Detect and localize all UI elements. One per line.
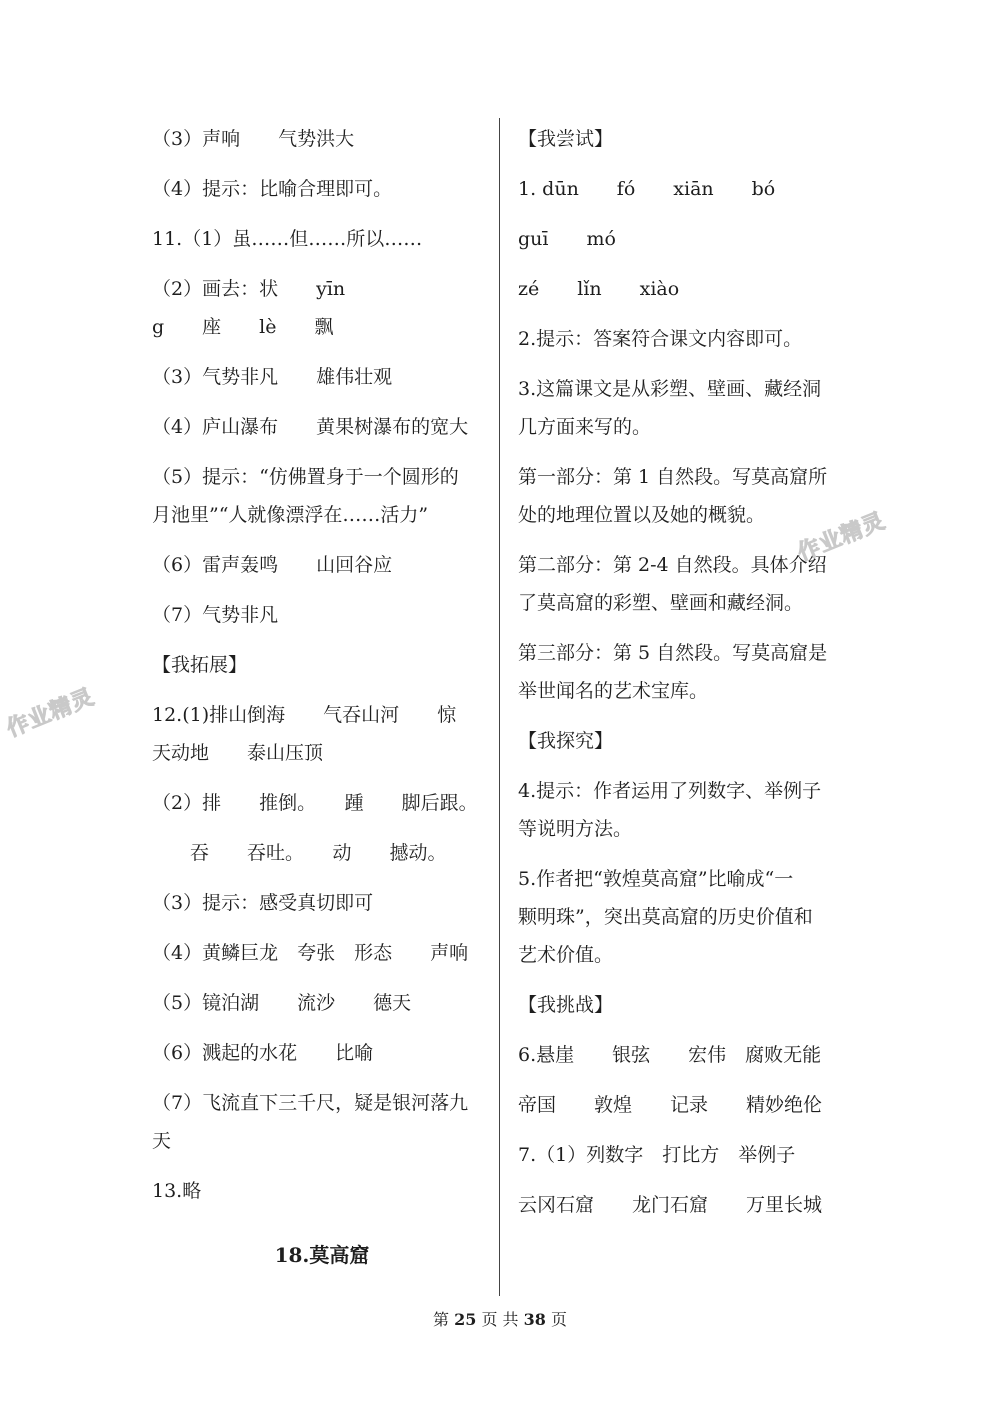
text-line: 等说明方法。 <box>518 818 633 840</box>
text-line: 云冈石窟 龙门石窟 万里长城 <box>518 1194 823 1216</box>
text-line: 第二部分：第 2-4 自然段。具体介绍 <box>518 554 827 576</box>
text-line: 1. dūn fó xiān bó <box>518 178 776 200</box>
line-gap <box>152 534 492 546</box>
footer-middle: 页 共 <box>481 1310 519 1329</box>
text-line: （3）气势非凡 雄伟壮观 <box>152 366 393 388</box>
line-gap <box>518 1124 848 1136</box>
text-line: （6）溅起的水花 比喻 <box>152 1042 374 1064</box>
line-gap <box>518 1074 848 1086</box>
text-line: （6）雷声轰鸣 山回谷应 <box>152 554 393 576</box>
line-gap <box>152 208 492 220</box>
text-line: （7）飞流直下三千尺，疑是银河落九 <box>152 1092 469 1114</box>
text-line: 第三部分：第 5 自然段。写莫高窟是 <box>518 642 828 664</box>
text-line: 6.悬崖 银弦 宏伟 腐败无能 <box>518 1044 822 1066</box>
line-gap <box>518 710 848 722</box>
text-line: 13.略 <box>152 1180 202 1202</box>
line-gap <box>152 1072 492 1084</box>
line-gap <box>518 158 848 170</box>
text-line: （5）镜泊湖 流沙 德天 <box>152 992 412 1014</box>
line-gap <box>518 208 848 220</box>
text-line: 7.（1）列数字 打比方 举例子 <box>518 1144 796 1166</box>
line-gap <box>152 922 492 934</box>
text-line: 【我探究】 <box>518 730 614 752</box>
text-line: 帝国 敦煌 记录 精妙绝伦 <box>518 1094 823 1116</box>
text-line: 天 <box>152 1130 172 1152</box>
text-line: 处的地理位置以及她的概貌。 <box>518 504 766 526</box>
line-gap <box>152 684 492 696</box>
text-line: 举世闻名的艺术宝库。 <box>518 680 709 702</box>
footer-prefix: 第 <box>432 1310 449 1329</box>
line-gap <box>518 760 848 772</box>
text-line: 了莫高窟的彩塑、壁画和藏经洞。 <box>518 592 804 614</box>
line-gap <box>152 396 492 408</box>
line-gap <box>518 446 848 458</box>
text-line: 月池里”“人就像漂浮在……活力” <box>152 504 429 526</box>
text-line: 几方面来写的。 <box>518 416 652 438</box>
footer-suffix: 页 <box>551 1310 568 1329</box>
text-line: guī mó <box>518 228 616 250</box>
line-gap <box>152 1022 492 1034</box>
text-line: 11.（1）虽……但……所以…… <box>152 228 423 250</box>
line-gap <box>152 872 492 884</box>
line-gap <box>152 346 492 358</box>
text-line: zé lǐn xiào <box>518 278 680 300</box>
watermark: 作业精灵 <box>794 508 890 567</box>
text-line: （7）气势非凡 <box>152 604 279 626</box>
text-line: 3.这篇课文是从彩塑、壁画、藏经洞 <box>518 378 822 400</box>
text-line: （4）黄鳞巨龙 夸张 形态 声响 <box>152 942 469 964</box>
line-gap <box>518 308 848 320</box>
footer-current-page: 25 <box>454 1310 477 1329</box>
text-line: （3）提示：感受真切即可 <box>152 892 374 914</box>
text-line: （2）画去：状 yīn <box>152 278 346 300</box>
left-column <box>152 120 492 1210</box>
watermark: 作业精灵 <box>3 684 99 743</box>
text-line: 天动地 泰山压顶 <box>152 742 324 764</box>
column-divider <box>499 118 500 1296</box>
line-gap <box>152 772 492 784</box>
line-gap <box>518 358 848 370</box>
line-gap <box>152 1160 492 1172</box>
text-line: （4）提示：比喻合理即可。 <box>152 178 393 200</box>
line-gap <box>518 1024 848 1036</box>
text-line: （2）排 推倒。 踵 脚后跟。 <box>152 792 478 814</box>
line-gap <box>152 972 492 984</box>
text-line: （3）声响 气势洪大 <box>152 128 355 150</box>
text-line: 第一部分：第 1 自然段。写莫高窟所 <box>518 466 828 488</box>
line-gap <box>518 622 848 634</box>
line-gap <box>152 258 492 270</box>
right-column <box>518 120 848 1224</box>
line-gap <box>152 822 492 834</box>
text-line: 颗明珠”，突出莫高窟的历史价值和 <box>518 906 813 928</box>
text-line: （5）提示：“仿佛置身于一个圆形的 <box>152 466 459 488</box>
text-line: 吞 吞吐。 动 撼动。 <box>152 842 447 864</box>
text-line: 【我拓展】 <box>152 654 248 676</box>
section-title: 18.莫高窟 <box>274 1243 370 1267</box>
text-line: 【我挑战】 <box>518 994 614 1016</box>
line-gap <box>152 634 492 646</box>
text-line: 12.(1)排山倒海 气吞山河 惊 <box>152 704 457 726</box>
line-gap <box>518 1174 848 1186</box>
text-line: （4）庐山瀑布 黄果树瀑布的宽大 <box>152 416 469 438</box>
line-gap <box>518 974 848 986</box>
text-line: 【我尝试】 <box>518 128 614 150</box>
line-gap <box>518 258 848 270</box>
footer-total-pages: 38 <box>523 1310 546 1329</box>
line-gap <box>152 158 492 170</box>
text-line: 2.提示：答案符合课文内容即可。 <box>518 328 803 350</box>
line-gap <box>152 584 492 596</box>
page-footer <box>0 1308 1000 1332</box>
line-gap <box>152 446 492 458</box>
text-line: g 座 lè 飘 <box>152 316 334 338</box>
text-line: 5.作者把“敦煌莫高窟”比喻成“一 <box>518 868 794 890</box>
text-line: 艺术价值。 <box>518 944 614 966</box>
text-line: 4.提示：作者运用了列数字、举例子 <box>518 780 822 802</box>
line-gap <box>518 848 848 860</box>
